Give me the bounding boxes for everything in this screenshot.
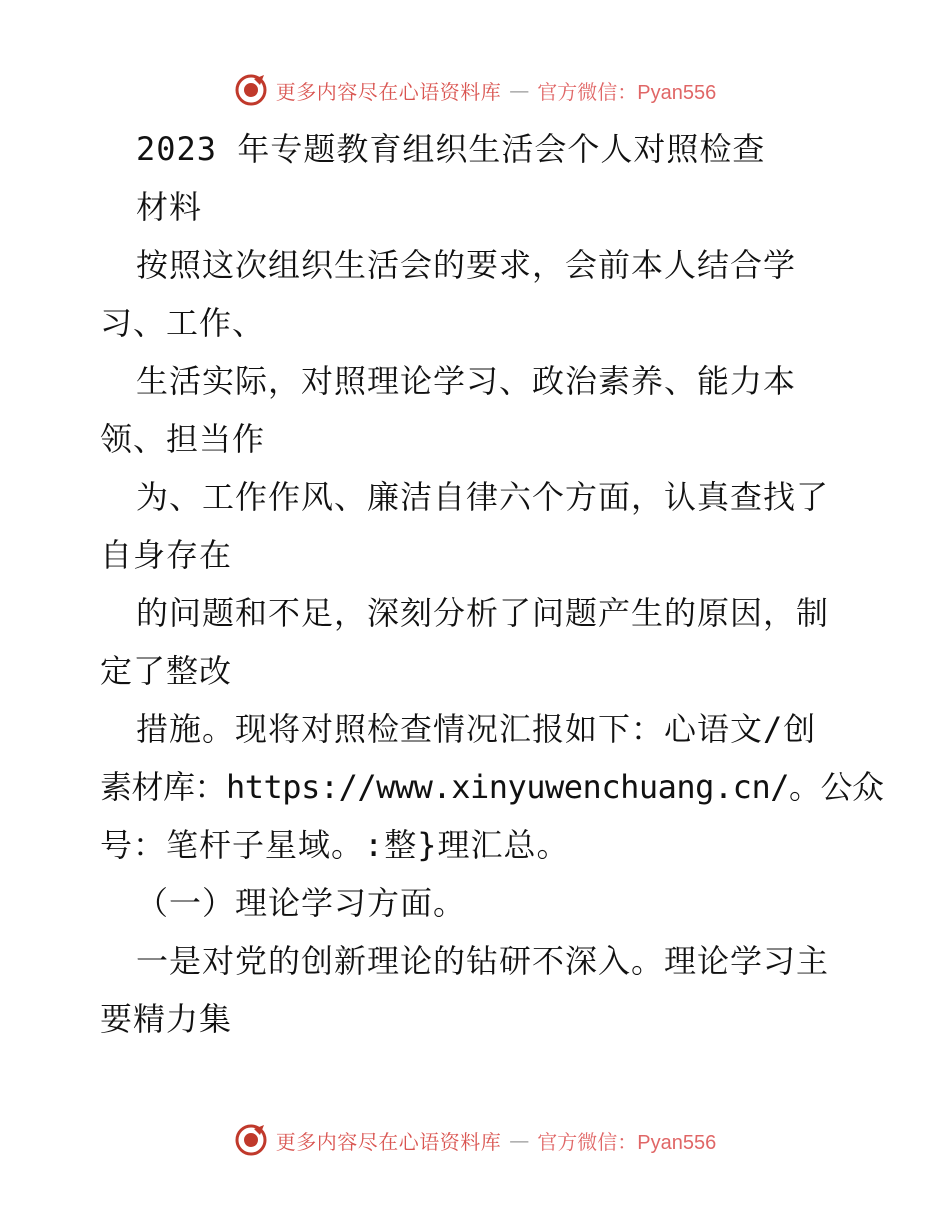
document-title-line-2: 材料	[136, 188, 203, 226]
paragraph-line: 号：笔杆子星域。:整}理汇总。	[100, 826, 570, 864]
paragraph-line: 定了整改	[100, 652, 233, 690]
paragraph-line: 领、担当作	[100, 420, 266, 458]
section-heading: （一）理论学习方面。	[136, 884, 467, 922]
brand-logo-icon	[234, 73, 268, 107]
paragraph-line: 措施。现将对照检查情况汇报如下：心语文/创	[136, 710, 817, 748]
watermark-text: 更多内容尽在心语资料库	[275, 1129, 502, 1154]
footer-watermark	[0, 1120, 950, 1160]
watermark-dash: —	[509, 1128, 530, 1152]
paragraph-line: 一是对党的创新理论的钻研不深入。理论学习主	[136, 942, 830, 980]
watermark-text: 更多内容尽在心语资料库	[275, 79, 502, 104]
paragraph-line: 为、工作作风、廉洁自律六个方面，认真查找了	[136, 478, 830, 516]
document-body	[100, 120, 884, 1048]
watermark-contact: 官方微信：Pyan556	[537, 1131, 717, 1154]
paragraph-line: 习、工作、	[100, 304, 266, 342]
brand-logo-icon	[234, 1123, 268, 1157]
paragraph-line: 要精力集	[100, 1000, 233, 1038]
paragraph-line: 生活实际，对照理论学习、政治素养、能力本	[136, 362, 797, 400]
watermark-contact: 官方微信：Pyan556	[537, 81, 717, 104]
paragraph-line: 素材库：https://www.xinyuwenchuang.cn/。公众	[100, 768, 884, 806]
header-watermark	[0, 70, 950, 110]
watermark-dash: —	[509, 78, 530, 102]
document-title-line-1: 2023 年专题教育组织生活会个人对照检查	[136, 130, 766, 168]
paragraph-line: 按照这次组织生活会的要求，会前本人结合学	[136, 246, 797, 284]
paragraph-line: 自身存在	[100, 536, 233, 574]
paragraph-line: 的问题和不足，深刻分析了问题产生的原因，制	[136, 594, 830, 632]
